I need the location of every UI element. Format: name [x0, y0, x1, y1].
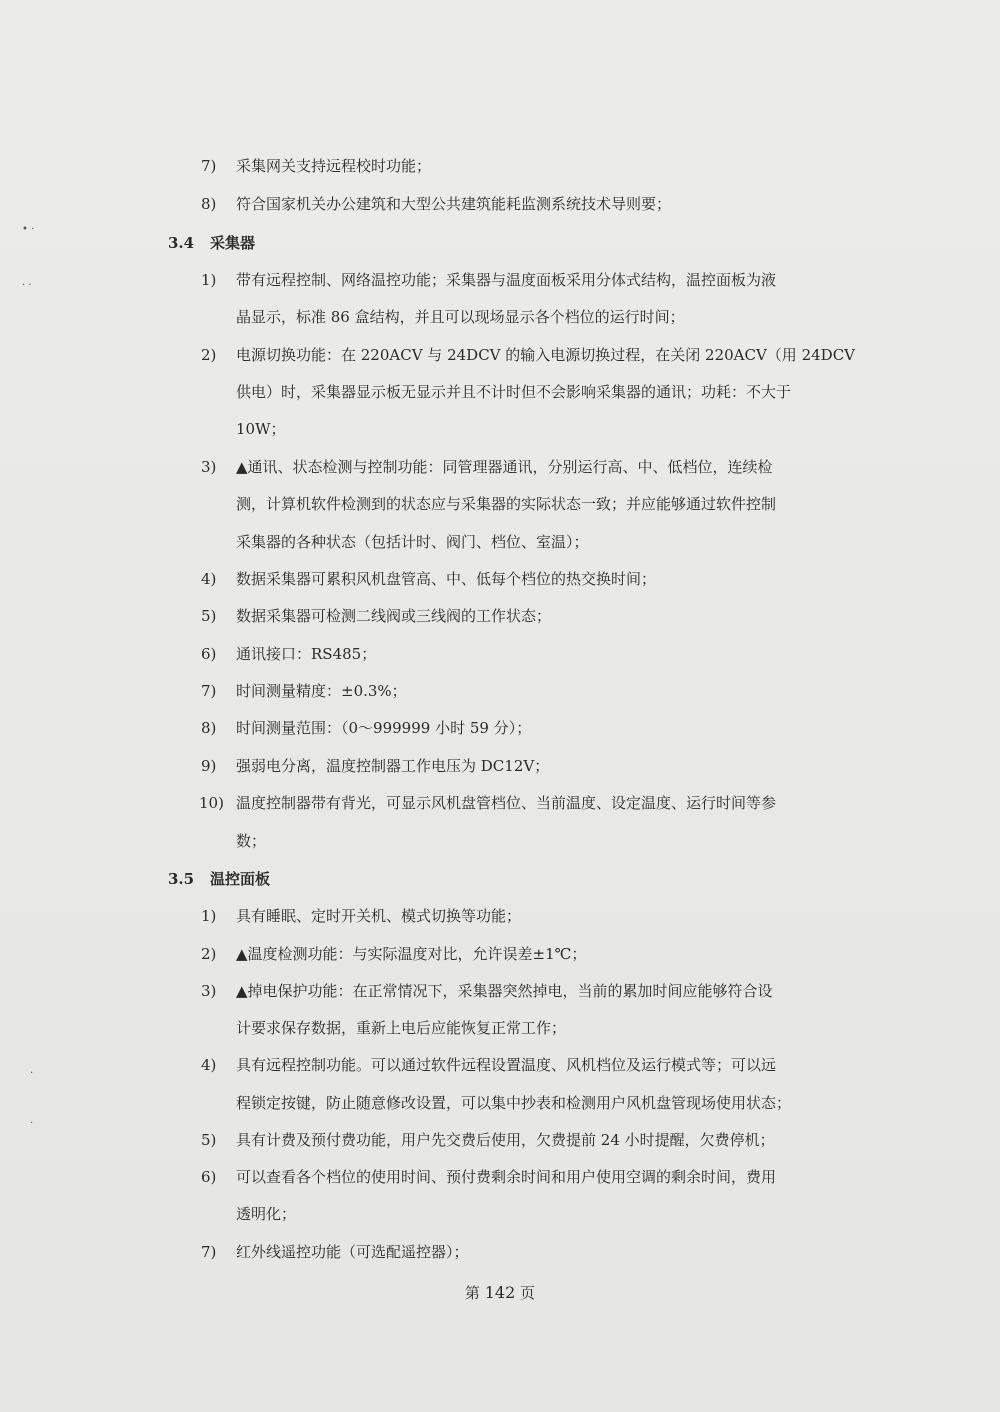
item-text: 数据采集器可检测二线阀或三线阀的工作状态；	[236, 607, 552, 625]
footer-prefix: 第	[464, 1284, 480, 1302]
item-text: 红外线遥控功能（可选配遥控器）；	[236, 1243, 469, 1261]
punch-hole-mark: • ·	[22, 224, 35, 235]
section-number: 3.5	[168, 870, 195, 888]
item-text: 数；	[236, 832, 267, 850]
punch-hole-mark: ·	[30, 1068, 34, 1079]
item-text: 具有计费及预付费功能，用户先交费后使用，欠费提前 24 小时提醒，欠费停机；	[236, 1131, 775, 1149]
item-text: 强弱电分离，温度控制器工作电压为 DC12V；	[236, 757, 550, 775]
item-text: 具有睡眠、定时开关机、模式切换等功能；	[236, 907, 522, 925]
item-number: 7)	[201, 682, 217, 700]
item-text: ▲通讯、状态检测与控制功能：同管理器通讯，分别运行高、中、低档位，连续检	[236, 458, 773, 476]
item-text: 采集器的各种状态（包括计时、阀门、档位、室温）；	[236, 533, 589, 551]
item-text: 时间测量范围：（0～999999 小时 59 分）；	[236, 719, 532, 737]
item-text: 具有远程控制功能。可以通过软件远程设置温度、风机档位及运行模式等；可以远	[236, 1056, 777, 1074]
item-text: 10W；	[236, 420, 286, 438]
item-number: 5)	[201, 1131, 217, 1149]
item-text: ▲温度检测功能：与实际温度对比，允许误差±1℃；	[236, 945, 587, 963]
item-text: 带有远程控制、网络温控功能；采集器与温度面板采用分体式结构，温控面板为液	[236, 271, 777, 289]
page-footer	[0, 1283, 1000, 1303]
item-number: 6)	[201, 1168, 217, 1186]
item-text: 通讯接口：RS485；	[236, 645, 377, 663]
item-number: 2)	[201, 945, 217, 963]
punch-hole-mark: · ·	[22, 280, 32, 291]
item-text: 数据采集器可累积风机盘管高、中、低每个档位的热交换时间；	[236, 570, 657, 588]
item-text: 可以查看各个档位的使用时间、预付费剩余时间和用户使用空调的剩余时间，费用	[236, 1168, 777, 1186]
footer-suffix: 页	[520, 1284, 536, 1302]
item-number: 8)	[201, 195, 217, 213]
section-heading	[168, 233, 255, 253]
item-number: 2)	[201, 346, 217, 364]
item-text: 温度控制器带有背光，可显示风机盘管档位、当前温度、设定温度、运行时间等参	[236, 794, 777, 812]
page-number: 142	[484, 1283, 516, 1302]
item-number: 8)	[201, 719, 217, 737]
item-text: 符合国家机关办公建筑和大型公共建筑能耗监测系统技术导则要；	[236, 195, 672, 213]
item-number: 4)	[201, 570, 217, 588]
section-number: 3.4	[168, 234, 195, 252]
item-number: 3)	[201, 458, 217, 476]
item-number: 7)	[201, 1243, 217, 1261]
item-text: ▲掉电保护功能：在正常情况下，采集器突然掉电，当前的累加时间应能够符合设	[236, 982, 773, 1000]
item-number: 1)	[201, 271, 217, 289]
punch-hole-mark: ·	[30, 1118, 34, 1129]
item-text: 测，计算机软件检测到的状态应与采集器的实际状态一致；并应能够通过软件控制	[236, 495, 777, 513]
item-number: 7)	[201, 157, 217, 175]
item-text: 计要求保存数据，重新上电后应能恢复正常工作；	[236, 1019, 567, 1037]
item-text: 供电）时，采集器显示板无显示并且不计时但不会影响采集器的通讯；功耗：不大于	[236, 383, 792, 401]
item-number: 1)	[201, 907, 217, 925]
item-text: 透明化；	[236, 1205, 297, 1223]
item-text: 采集网关支持远程校时功能；	[236, 157, 432, 175]
item-number: 9)	[201, 757, 217, 775]
item-number: 10)	[199, 794, 224, 812]
item-number: 4)	[201, 1056, 217, 1074]
item-text: 时间测量精度：±0.3%；	[236, 682, 407, 700]
item-number: 6)	[201, 645, 217, 663]
item-number: 5)	[201, 607, 217, 625]
item-number: 3)	[201, 982, 217, 1000]
item-text: 电源切换功能：在 220ACV 与 24DCV 的输入电源切换过程，在关闭 220ACV（用 24DCV	[236, 346, 856, 364]
section-title: 采集器	[210, 234, 256, 252]
item-text: 程锁定按键，防止随意修改设置，可以集中抄表和检测用户风机盘管现场使用状态；	[236, 1094, 792, 1112]
item-text: 晶显示，标准 86 盒结构，并且可以现场显示各个档位的运行时间；	[236, 308, 685, 326]
section-title: 温控面板	[210, 870, 271, 888]
section-heading	[168, 869, 270, 889]
